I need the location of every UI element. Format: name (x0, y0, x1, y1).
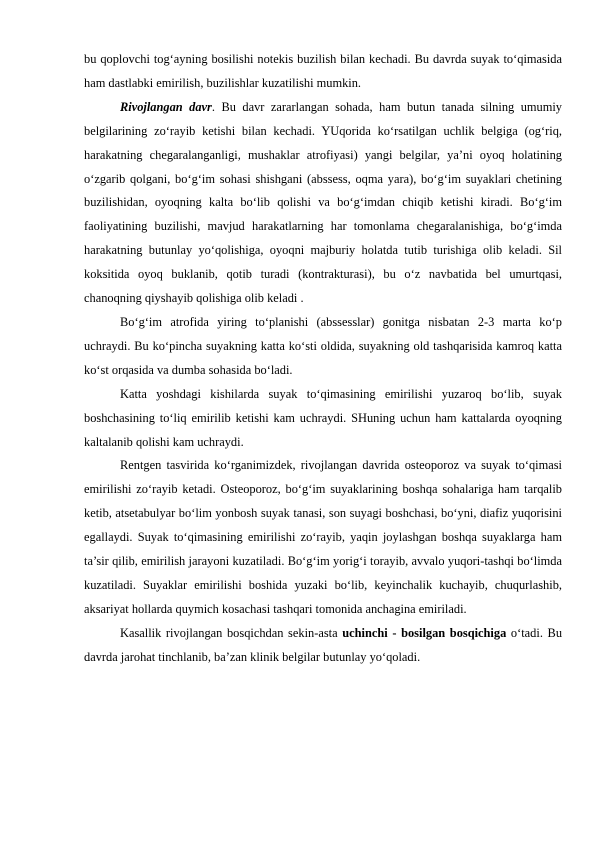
emphasized-text: uchinchi - bosilgan bosqichiga (342, 625, 507, 640)
paragraph (84, 48, 562, 96)
paragraph (84, 96, 562, 311)
paragraph-text: Katta yoshdagi kishilarda suyak to‘qimasining emirilishi yuzaroq bo‘lib, suyak boshchasining to‘liq emirilib ketishi kam uchraydi. SHuning uchun ham kattalarda oyoqning kaltalanib qolishi kam uchraydi. (84, 386, 562, 449)
paragraph (84, 454, 562, 621)
paragraph (84, 311, 562, 383)
paragraph-text: . Bu davr zararlangan sohada, ham butun tanada silning umumiy belgilarining zo‘rayib ketishi bilan kechadi. YUqorida ko‘rsatilgan uchlik belgiga (og‘riq, harakatning chegaralanganligi, mushaklar atrofiyasi) yangi belgilar, ya’ni oyoq holatining o‘zgarib qolgani, bo‘g‘im sohasi shishgani (abssess, oqma yara), bo‘g‘im suyaklari chetining buzilishidan, oyoqning kalta bo‘lib qolishi va bo‘g‘imdan chiqib ketishi kiradi. Bo‘g‘im faoliyatining buzilishi, mavjud harakatlarning har tomonlama chegaralanishiga, bo‘g‘imda harakatning butunlay yo‘qolishiga, oyoqni majburiy holatda tutib turishiga olib keladi. Sil koksitida oyoq buklanib, qotib turadi (kontrakturasi), bu o‘z navbatida bel umurtqasi, chanoqning qiyshayib qolishiga olib keladi . (84, 99, 562, 306)
paragraph-text: o‘tadi. Bu davrda jarohat tinchlanib, ba’zan klinik belgilar butunlay yo‘qoladi. (84, 625, 563, 664)
paragraph-text: Bo‘g‘im atrofida yiring to‘planishi (abssesslar) gonitga nisbatan 2-3 marta ko‘p uchraydi. Bu ko‘pincha suyakning katta ko‘sti oldida, suyakning old tashqarisida kamroq katta ko‘st orqasida va dumba sohasida bo‘ladi. (84, 314, 562, 377)
paragraph (84, 383, 562, 455)
paragraph-text: bu qoplovchi tog‘ayning bosilishi notekis buzilish bilan kechadi. Bu davrda suyak to‘qimasida ham dastlabki emirilish, buzilishlar kuzatilishi mumkin. (84, 52, 562, 90)
section-term: Rivojlangan davr (120, 99, 212, 114)
paragraph-text: Kasallik rivojlangan bosqichdan sekin-asta (120, 625, 343, 640)
document-page (84, 48, 562, 670)
paragraph-text: Rentgen tasvirida ko‘rganimizdek, rivojlangan davrida osteoporoz va suyak to‘qimasi emirilishi zo‘rayib ketadi. Osteoporoz, bo‘g‘im suyaklarining boshqa sohalariga ham tarqalib ketib, atsetabulyar bo‘lim yonbosh suyak tanasi, son suyagi boshchasi, bo‘yni, diafiz yuqorisini egallaydi. Suyak to‘qimasining emirilishi zo‘rayib, yaqin joylashgan boshqa suyaklarga ham ta’sir qilib, emirilish jarayoni kuzatiladi. Bo‘g‘im yorig‘i torayib, avvalo yuqori-tashqi bo‘limda kuzatiladi. Suyaklar emirilishi boshida yuzaki bo‘lib, keyinchalik kuchayib, chuqurlashib, aksariyat hollarda quymich kosachasi tashqari tomonida anchagina emiriladi. (84, 458, 562, 616)
paragraph (84, 622, 562, 670)
